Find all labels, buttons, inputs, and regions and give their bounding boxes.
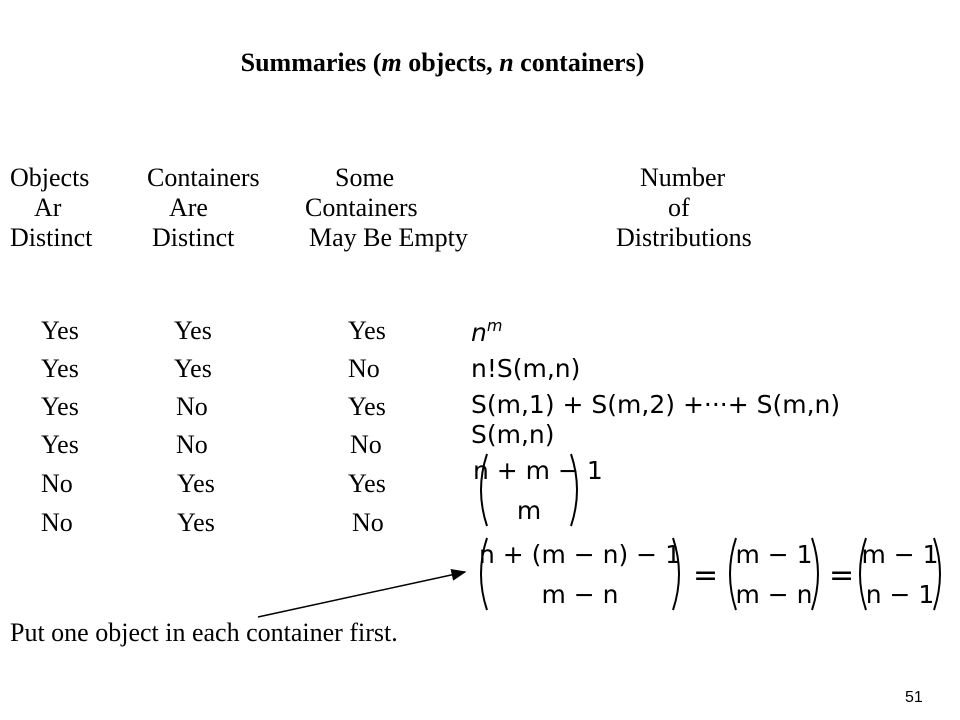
formula-6-b1-top: n + (m − n) − 1 [479,540,681,569]
header-empty: Some Containers May Be Empty [305,163,468,252]
footnote: Put one object in each container first. [10,618,398,647]
row-6-empty: No [352,508,384,537]
equals-sign-2: = [829,558,855,593]
row-1-empty: Yes [348,316,386,345]
formula-6-b3-top: m − 1 [861,540,939,569]
row-6-containers: Yes [177,508,215,537]
row-4-empty: No [350,430,382,459]
row-5-empty: Yes [348,469,386,498]
formula-5-top: n + m − 1 [473,456,603,485]
row-6-objects: No [41,508,73,537]
formula-6-b2-bottom: m − n [735,580,813,609]
row-1-containers: Yes [174,316,212,345]
row-2-empty: No [348,354,380,383]
page-number: 51 [905,689,923,706]
row-3-objects: Yes [41,392,79,421]
formula-6-b2-top: m − 1 [735,540,813,569]
row-4-containers: No [176,430,208,459]
formula-6-b3-bottom: n − 1 [865,580,935,609]
formula-5-bottom: m [516,496,542,525]
header-number: Number of Distributions [616,163,752,252]
header-objects: Objects Ar Distinct [10,163,93,252]
row-5-objects: No [41,469,73,498]
page-title: Summaries (m objects, n containers) [240,48,645,77]
row-5-containers: Yes [177,469,215,498]
formula-2: n!S(m,n) [471,354,581,383]
formula-1: $n^m$ [471,316,503,347]
row-3-containers: No [176,392,208,421]
row-4-objects: Yes [41,430,79,459]
formula-4: S(m,n) [471,420,555,449]
equals-sign-1: = [693,558,719,593]
header-containers: Containers Are Distinct [147,163,260,252]
row-2-objects: Yes [41,354,79,383]
formula-3: S(m,1) + S(m,2) +···+ S(m,n) [471,390,841,419]
formula-6-b1-bottom: m − n [541,580,619,609]
row-1-objects: Yes [41,316,79,345]
row-2-containers: Yes [174,354,212,383]
row-3-empty: Yes [348,392,386,421]
